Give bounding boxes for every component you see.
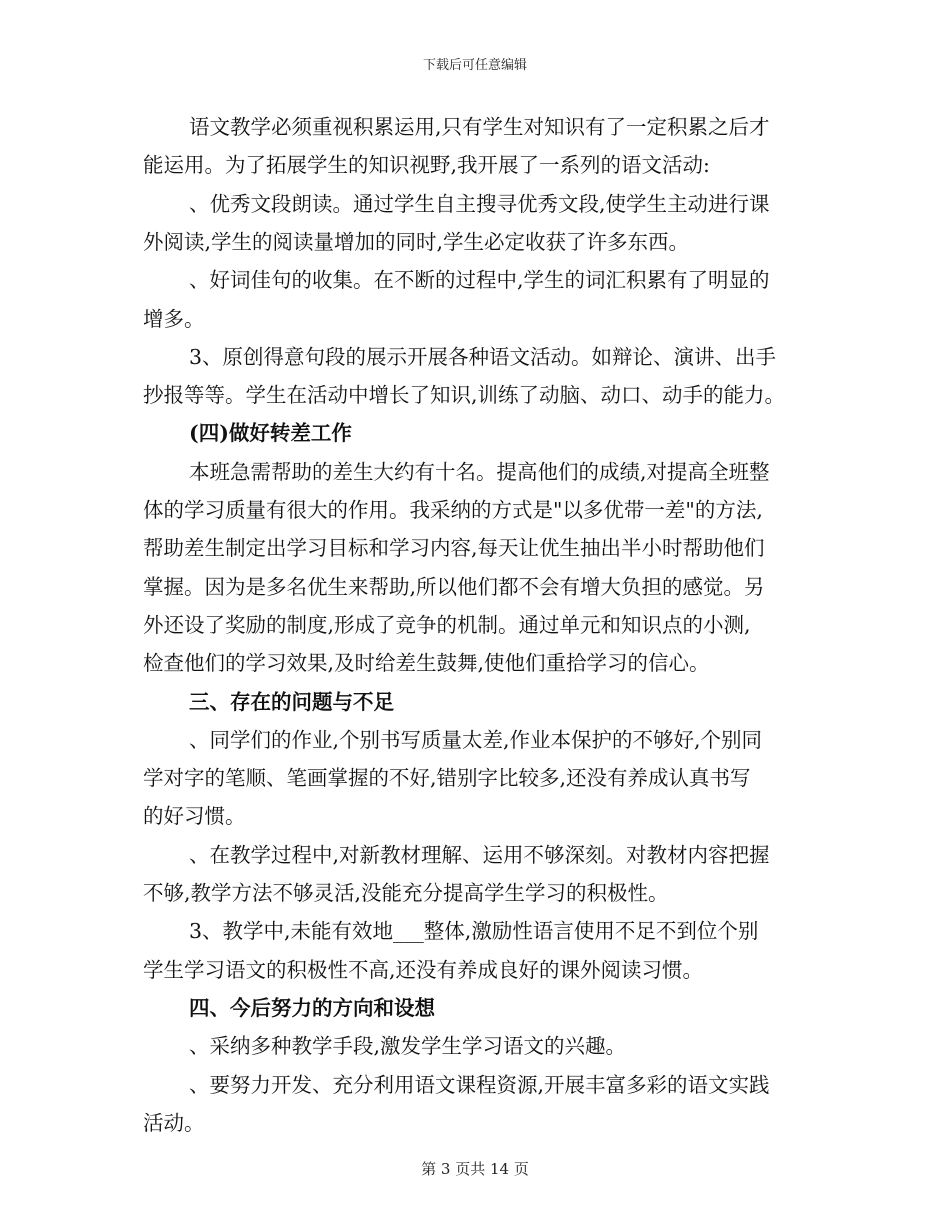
- paragraph-line: 、采纳多种教学手段,激发学生学习语文的兴趣。: [189, 1034, 627, 1059]
- paragraph-line: 3、教学中,未能有效地___整体,激励性语言使用不足不到位个别: [189, 919, 759, 944]
- paragraph-line: 、在教学过程中,对新教材理解、运用不够深刻。对教材内容把握: [189, 842, 770, 867]
- paragraph-line: 语文教学必须重视积累运用,只有学生对知识有了一定积累之后才: [189, 115, 770, 139]
- paragraph-line: 本班急需帮助的差生大约有十名。提高他们的成绩,对提高全班整: [189, 459, 770, 484]
- paragraph-line: 外还设了奖励的制度,形成了竞争的机制。通过单元和知识点的小测,: [143, 612, 751, 637]
- paragraph-line: 的好习惯。: [143, 804, 246, 829]
- paragraph-line: 学对字的笔顺、笔画掌握的不好,错别字比较多,还没有养成认真书写: [143, 766, 751, 791]
- paragraph-line: 学生学习语文的积极性不高,还没有养成良好的课外阅读习惯。: [143, 957, 704, 982]
- paragraph-line: 、同学们的作业,个别书写质量太差,作业本保护的不够好,个别同: [189, 727, 763, 752]
- paragraph-line: 检查他们的学习效果,及时给差生鼓舞,使他们重拾学习的信心。: [143, 651, 710, 676]
- paragraph-line: 掌握。因为是多名优生来帮助,所以他们都不会有增大负担的感觉。另: [143, 574, 765, 599]
- paragraph-line: 、好词佳句的收集。在不断的过程中,学生的词汇积累有了明显的: [189, 268, 770, 293]
- paragraph-line: 帮助差生制定出学习目标和学习内容,每天让优生抽出半小时帮助他们: [143, 536, 765, 561]
- section-heading: 四、今后努力的方向和设想: [189, 995, 435, 1020]
- section-heading: (四)做好转差工作: [189, 421, 352, 446]
- paragraph-line: 不够,教学方法不够灵活,没能充分提高学生学习的积极性。: [143, 881, 669, 905]
- paragraph-line: 外阅读,学生的阅读量增加的同时,学生必定收获了许多东西。: [143, 229, 690, 254]
- paragraph-line: 能运用。为了拓展学生的知识视野,我开展了一系列的语文活动:: [143, 153, 710, 178]
- paragraph-line: 增多。: [143, 306, 205, 331]
- paragraph-line: 活动。: [143, 1110, 205, 1135]
- section-heading: 三、存在的问题与不足: [189, 689, 394, 714]
- page-footer: 第 3 页共 14 页: [421, 1160, 529, 1178]
- paragraph-line: 抄报等等。学生在活动中增长了知识,训练了动脑、动口、动手的能力。: [143, 383, 786, 408]
- paragraph-line: 、优秀文段朗读。通过学生自主搜寻优秀文段,使学生主动进行课: [189, 191, 770, 216]
- page-header: 下载后可任意编辑: [422, 58, 527, 73]
- paragraph-line: 、要努力开发、充分利用语文课程资源,开展丰富多彩的语文实践: [189, 1072, 770, 1097]
- paragraph-line: 体的学习质量有很大的作用。我采纳的方式是"以多优带一差"的方法,: [143, 498, 763, 522]
- paragraph-line: 3、原创得意句段的展示开展各种语文活动。如辩论、演讲、出手: [189, 344, 777, 369]
